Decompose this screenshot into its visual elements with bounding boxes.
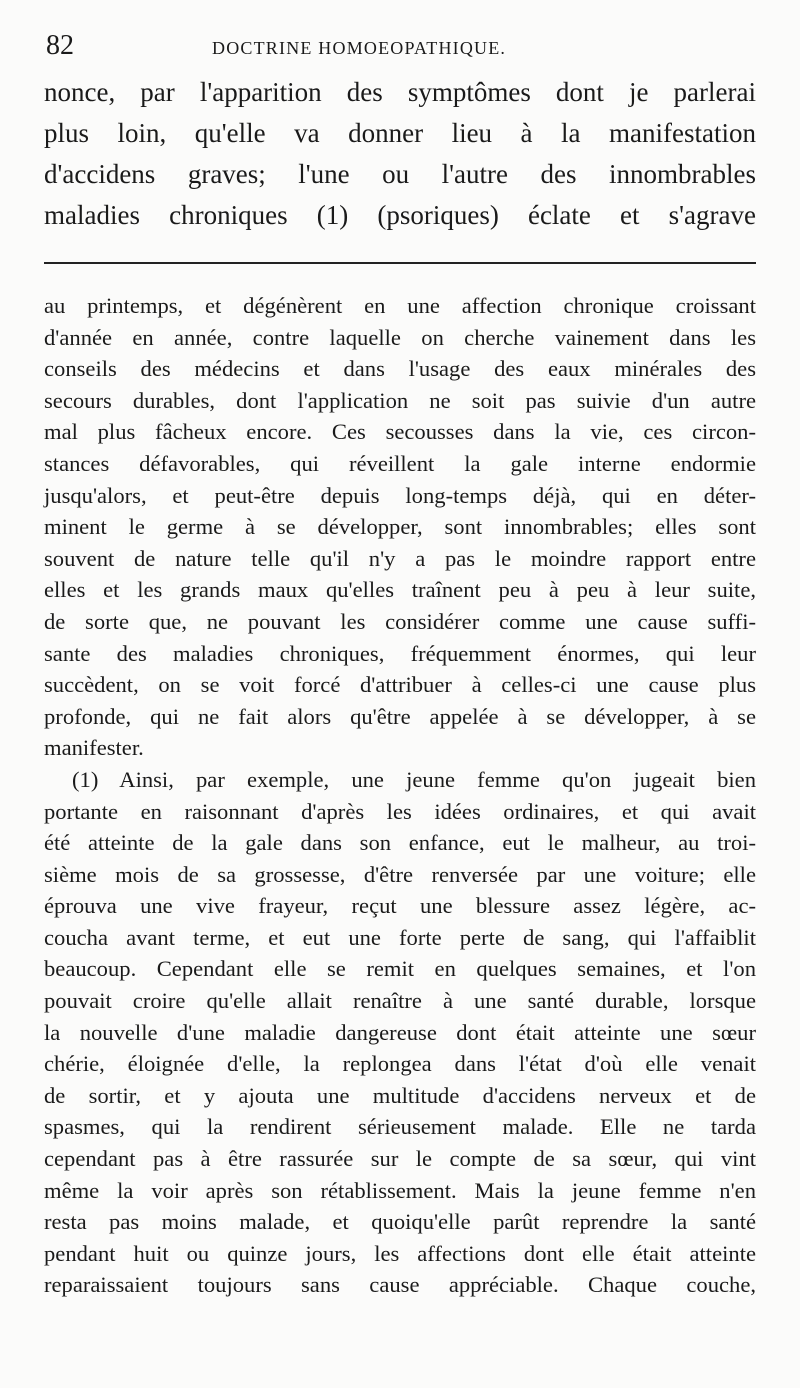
footnote-separator-rule bbox=[44, 262, 756, 264]
note-line: sième mois de sa grossesse, d'être renversée par une voiture; elle bbox=[44, 861, 756, 887]
note-line: au printemps, et dégénèrent en une affection chronique croissant bbox=[44, 293, 756, 318]
note-line: éprouva une vive frayeur, reçut une blessure assez légère, ac- bbox=[44, 893, 756, 919]
body-line: nonce, par l'apparition des symptômes dont je parlerai bbox=[44, 77, 756, 107]
main-body-text bbox=[44, 72, 756, 236]
note-line: de sorte que, ne pouvant les considérer comme une cause suffi- bbox=[44, 608, 756, 634]
footnote-text bbox=[44, 290, 756, 1301]
note-line: conseils des médecins et dans l'usage des eaux minérales des bbox=[44, 356, 756, 382]
page-header bbox=[46, 30, 760, 70]
note-line: elles et les grands maux qu'elles traînent peu à peu à leur suite, bbox=[44, 577, 756, 603]
note-line: mal plus fâcheux encore. Ces secousses dans la vie, ces circon- bbox=[44, 419, 756, 445]
note-line: chérie, éloignée d'elle, la replongea dans l'état d'où elle venait bbox=[44, 1051, 756, 1077]
footnote-start-line: (1) Ainsi, par exemple, une jeune femme qu'on jugeait bien bbox=[72, 766, 756, 792]
note-line: resta pas moins malade, et quoiqu'elle parût reprendre la santé bbox=[44, 1209, 756, 1235]
note-line: minent le germe à se développer, sont innombrables; elles sont bbox=[44, 514, 756, 540]
note-line: jusqu'alors, et peut-être depuis long-temps déjà, qui en déter- bbox=[44, 482, 756, 508]
body-line: d'accidens graves; l'une ou l'autre des innombrables bbox=[44, 159, 756, 189]
note-line: la nouvelle d'une maladie dangereuse dont était atteinte une sœur bbox=[44, 1019, 756, 1045]
note-line: spasmes, qui la rendirent sérieusement malade. Elle ne tarda bbox=[44, 1114, 756, 1140]
note-line: stances défavorables, qui réveillent la gale interne endormie bbox=[44, 450, 756, 476]
note-line: souvent de nature telle qu'il n'y a pas le moindre rapport entre bbox=[44, 545, 756, 571]
note-line: même la voir après son rétablissement. Mais la jeune femme n'en bbox=[44, 1177, 756, 1203]
note-line: reparaissaient toujours sans cause appréciable. Chaque couche, bbox=[44, 1272, 756, 1298]
note-line: beaucoup. Cependant elle se remit en quelques semaines, et l'on bbox=[44, 956, 756, 982]
note-line: sante des maladies chroniques, fréquemment énormes, qui leur bbox=[44, 640, 756, 666]
note-line: pendant huit ou quinze jours, les affections dont elle était atteinte bbox=[44, 1240, 756, 1266]
note-line: de sortir, et y ajouta une multitude d'accidens nerveux et de bbox=[44, 1082, 756, 1108]
note-line: profonde, qui ne fait alors qu'être appelée à se développer, à se bbox=[44, 703, 756, 729]
note-line: pouvait croire qu'elle allait renaître à une santé durable, lorsque bbox=[44, 988, 756, 1014]
page-number: 82 bbox=[46, 30, 74, 61]
note-line: d'année en année, contre laquelle on cherche vainement dans les bbox=[44, 324, 756, 350]
running-title: DOCTRINE HOMOEOPATHIQUE. bbox=[212, 38, 507, 58]
note-line: coucha avant terme, et eut une forte perte de sang, qui l'affaiblit bbox=[44, 924, 756, 950]
note-line: manifester. bbox=[44, 735, 144, 761]
body-line: maladies chroniques (1) (psoriques) éclate et s'agrave bbox=[44, 200, 756, 230]
note-line: été atteinte de la gale dans son enfance, eut le malheur, au troi- bbox=[44, 830, 756, 856]
body-line: plus loin, qu'elle va donner lieu à la manifestation bbox=[44, 118, 756, 148]
note-line: portante en raisonnant d'après les idées ordinaires, et qui avait bbox=[44, 798, 756, 824]
note-line: succèdent, on se voit forcé d'attribuer à celles-ci une cause plus bbox=[44, 672, 756, 698]
note-line: cependant pas à être rassurée sur le compte de sa sœur, qui vint bbox=[44, 1146, 756, 1172]
note-line: secours durables, dont l'application ne soit pas suivie d'un autre bbox=[44, 387, 756, 413]
